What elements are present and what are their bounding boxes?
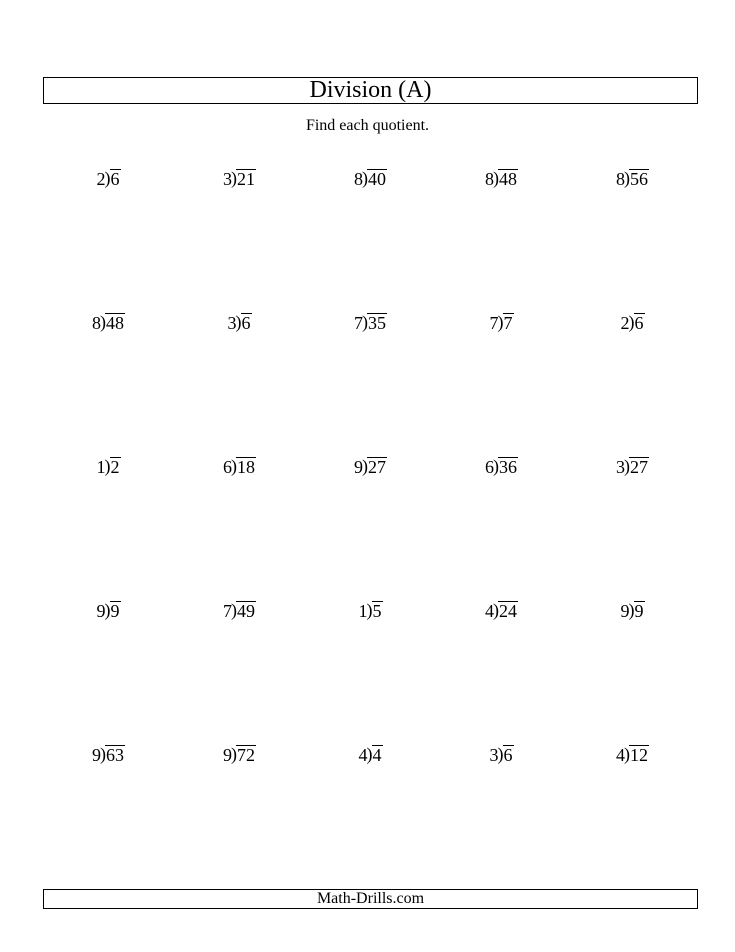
problem-divisor: 1 (358, 601, 368, 621)
division-problem (305, 311, 436, 335)
division-bracket-symbol: ) (104, 168, 111, 188)
division-bracket-symbol: ) (362, 168, 368, 188)
division-problem (174, 311, 305, 335)
division-bracket-symbol: ) (231, 744, 237, 764)
division-problem (305, 167, 436, 191)
problem-dividend: 21 (237, 169, 255, 189)
problem-row (43, 311, 698, 455)
problem-dividend: 4 (372, 745, 382, 765)
division-problem (567, 311, 698, 335)
problem-dividend: 9 (634, 601, 644, 621)
worksheet-title-box (43, 77, 698, 104)
division-bracket-symbol: ) (362, 456, 368, 476)
problem-divisor: 6 (223, 457, 232, 477)
problem-dividend: 40 (368, 169, 386, 189)
problem-dividend: 12 (630, 745, 648, 765)
problem-dividend: 48 (499, 169, 517, 189)
problem-dividend: 6 (634, 313, 644, 333)
division-problem (43, 311, 174, 335)
problem-dividend: 9 (110, 601, 120, 621)
problem-divisor: 8 (92, 313, 101, 333)
problem-divisor: 7 (354, 313, 363, 333)
division-bracket-symbol: ) (366, 600, 373, 620)
problem-divisor: 9 (223, 745, 232, 765)
division-bracket-symbol: ) (628, 600, 635, 620)
problem-divisor: 3 (227, 313, 237, 333)
problem-divisor: 7 (223, 601, 232, 621)
division-problem (174, 599, 305, 623)
problem-row (43, 599, 698, 743)
division-bracket-symbol: ) (104, 456, 111, 476)
problem-dividend: 6 (110, 169, 120, 189)
division-problem (174, 743, 305, 767)
division-bracket-symbol: ) (104, 600, 111, 620)
problem-dividend: 6 (503, 745, 513, 765)
division-bracket-symbol: ) (366, 744, 373, 764)
problem-divisor: 3 (616, 457, 625, 477)
problem-row (43, 167, 698, 311)
problem-divisor: 9 (354, 457, 363, 477)
division-bracket-symbol: ) (231, 600, 237, 620)
division-problem (436, 599, 567, 623)
problem-dividend: 36 (499, 457, 517, 477)
problem-divisor: 9 (620, 601, 630, 621)
division-problem (567, 455, 698, 479)
problem-divisor: 9 (92, 745, 101, 765)
problem-dividend: 24 (499, 601, 517, 621)
division-bracket-symbol: ) (235, 312, 242, 332)
division-problem (43, 743, 174, 767)
division-bracket-symbol: ) (624, 168, 630, 188)
division-problem (436, 167, 567, 191)
division-bracket-symbol: ) (497, 312, 504, 332)
problem-divisor: 8 (485, 169, 494, 189)
problem-dividend: 49 (237, 601, 255, 621)
problem-dividend: 7 (503, 313, 513, 333)
problem-dividend: 63 (106, 745, 124, 765)
division-bracket-symbol: ) (100, 312, 106, 332)
problem-divisor: 4 (358, 745, 368, 765)
problem-dividend: 72 (237, 745, 255, 765)
division-bracket-symbol: ) (497, 744, 504, 764)
problem-divisor: 4 (485, 601, 494, 621)
division-problem (567, 167, 698, 191)
division-problem (567, 599, 698, 623)
division-problem (43, 599, 174, 623)
problem-divisor: 8 (616, 169, 625, 189)
problem-grid (43, 167, 698, 887)
division-problem (174, 167, 305, 191)
division-bracket-symbol: ) (493, 168, 499, 188)
division-problem (43, 455, 174, 479)
problem-divisor: 2 (620, 313, 630, 333)
problem-dividend: 48 (106, 313, 124, 333)
division-problem (305, 743, 436, 767)
division-problem (174, 455, 305, 479)
division-bracket-symbol: ) (624, 456, 630, 476)
problem-divisor: 8 (354, 169, 363, 189)
problem-divisor: 3 (489, 745, 499, 765)
division-problem (305, 455, 436, 479)
division-problem (436, 311, 567, 335)
division-bracket-symbol: ) (624, 744, 630, 764)
footer-site: Math-Drills.com (316, 890, 425, 907)
division-bracket-symbol: ) (231, 456, 237, 476)
division-problem (567, 743, 698, 767)
problem-divisor: 7 (489, 313, 499, 333)
problem-divisor: 3 (223, 169, 232, 189)
problem-dividend: 5 (372, 601, 382, 621)
problem-dividend: 27 (368, 457, 386, 477)
problem-dividend: 2 (110, 457, 120, 477)
worksheet-title: Division (A) (309, 77, 432, 103)
problem-dividend: 6 (241, 313, 251, 333)
division-bracket-symbol: ) (362, 312, 368, 332)
problem-dividend: 35 (368, 313, 386, 333)
division-problem (43, 167, 174, 191)
problem-dividend: 56 (630, 169, 648, 189)
worksheet-instructions: Find each quotient. (305, 117, 430, 134)
division-bracket-symbol: ) (628, 312, 635, 332)
division-problem (436, 455, 567, 479)
division-bracket-symbol: ) (231, 168, 237, 188)
division-problem (436, 743, 567, 767)
division-problem (305, 599, 436, 623)
problem-divisor: 4 (616, 745, 625, 765)
problem-dividend: 18 (237, 457, 255, 477)
problem-dividend: 27 (630, 457, 648, 477)
problem-divisor: 1 (96, 457, 106, 477)
division-bracket-symbol: ) (100, 744, 106, 764)
division-bracket-symbol: ) (493, 456, 499, 476)
problem-row (43, 743, 698, 887)
problem-divisor: 2 (96, 169, 106, 189)
problem-row (43, 455, 698, 599)
problem-divisor: 9 (96, 601, 106, 621)
division-bracket-symbol: ) (493, 600, 499, 620)
problem-divisor: 6 (485, 457, 494, 477)
footer-box (43, 889, 698, 909)
